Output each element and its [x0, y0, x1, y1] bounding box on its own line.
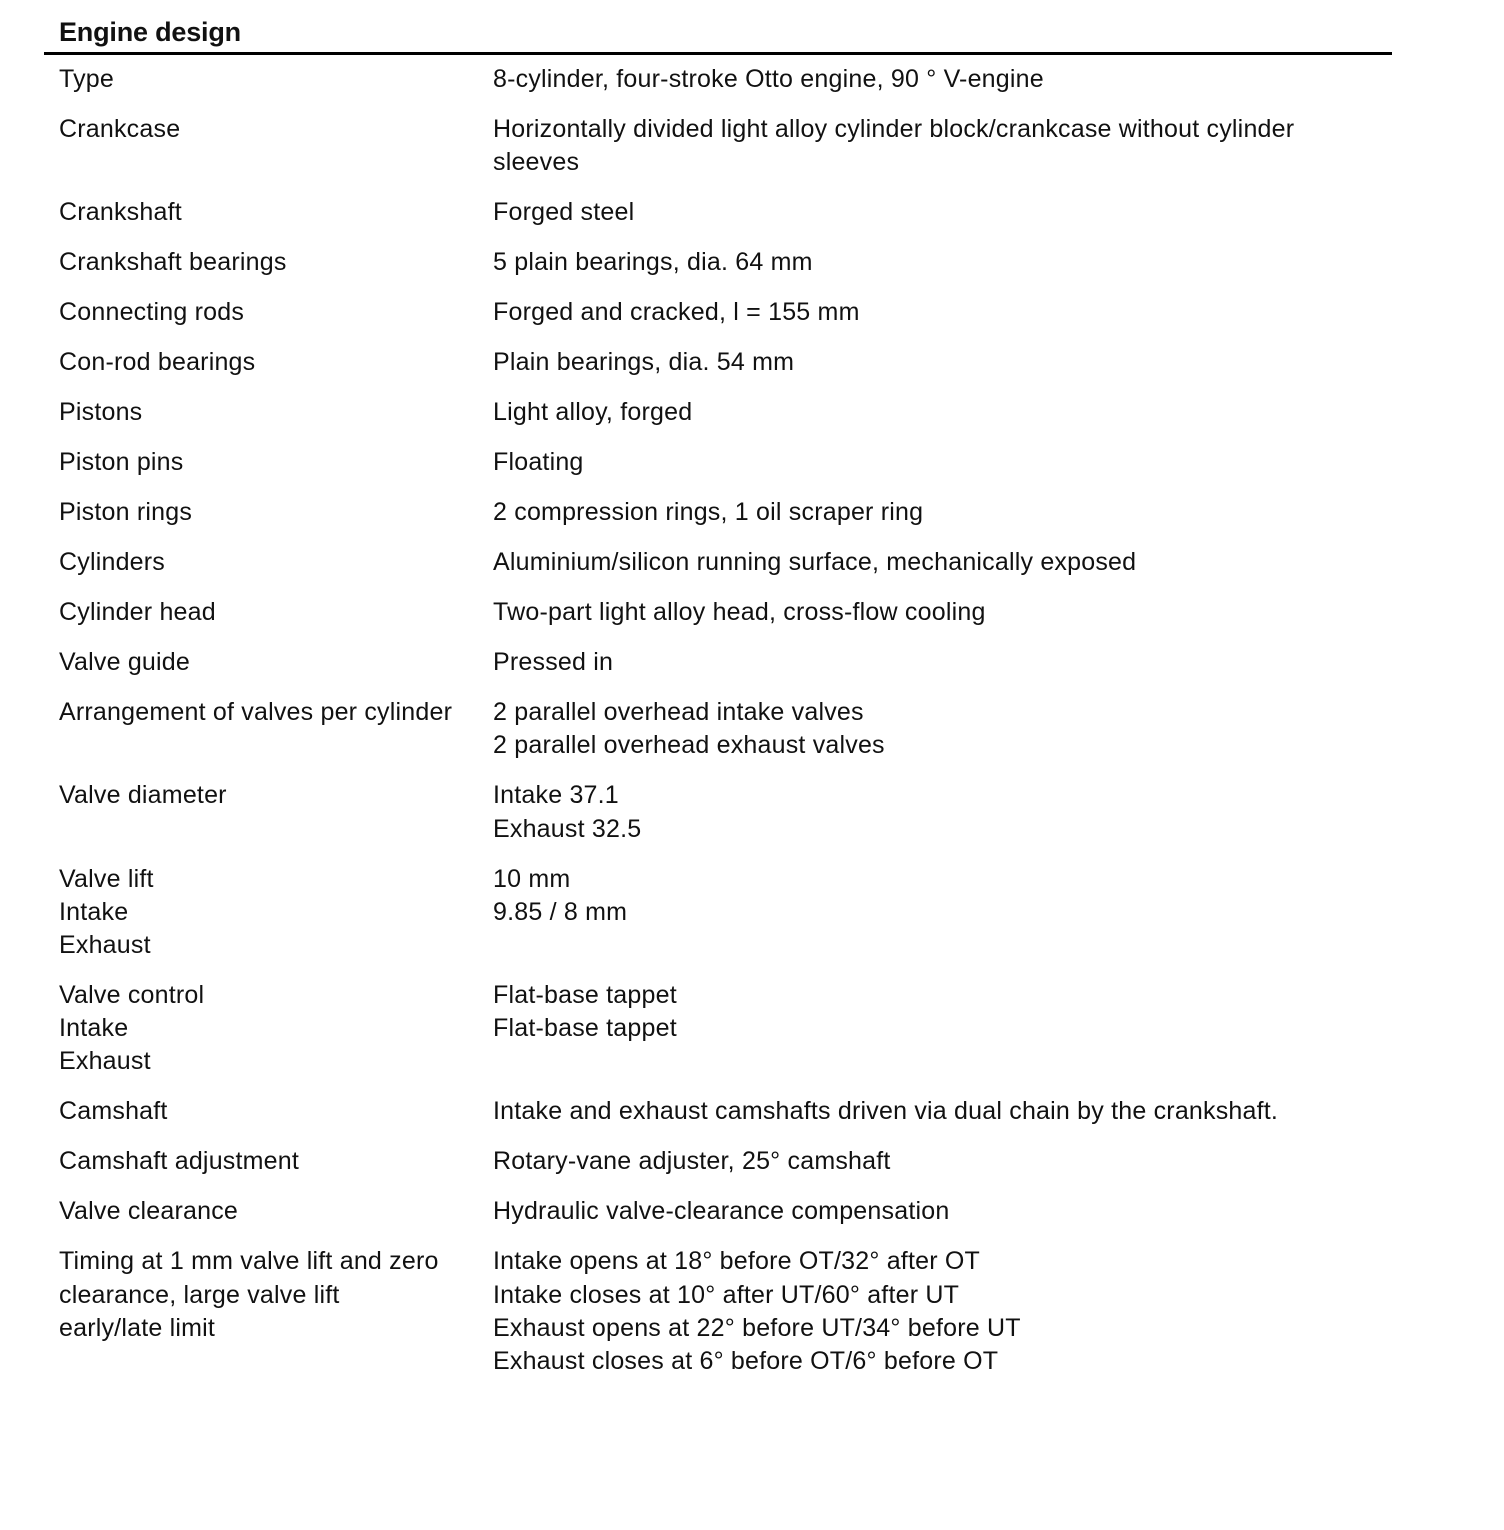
spec-label-line: Valve guide [59, 648, 190, 677]
spec-label [44, 696, 493, 762]
spec-label-line: Valve control [59, 981, 205, 1010]
spec-value [493, 979, 1392, 1079]
spec-value [493, 113, 1392, 179]
spec-value [493, 1095, 1392, 1128]
spec-value-line: Forged and cracked, l = 155 mm [493, 298, 860, 327]
document [44, 14, 1392, 1395]
spec-row [44, 63, 1392, 96]
spec-label-line: Con-rod bearings [59, 348, 256, 377]
spec-label-line: Arrangement of valves per cylinder [59, 698, 453, 727]
spec-value-line: Two-part light alloy head, cross-flow cooling [493, 598, 986, 627]
spec-label [44, 296, 493, 329]
spec-label [44, 1095, 493, 1128]
spec-value-line: 8-cylinder, four-stroke Otto engine, 90 ° V-engine [493, 65, 1044, 93]
spec-value [493, 246, 1392, 279]
spec-value-line: 2 parallel overhead exhaust valves [493, 731, 885, 760]
spec-value-line: Horizontally divided light alloy cylinder block/crankcase without cylinder [493, 115, 1295, 143]
spec-value-line: Exhaust opens at 22° before UT/34° before UT [493, 1313, 1021, 1342]
spec-label [44, 1245, 493, 1378]
spec-row [44, 546, 1392, 579]
spec-label [44, 113, 493, 179]
spec-value [493, 496, 1392, 529]
spec-value-line: Forged steel [493, 198, 635, 227]
spec-value [493, 63, 1392, 96]
spec-label-line: Timing at 1 mm valve lift and zero [59, 1247, 439, 1276]
spec-value-line: Intake opens at 18° before OT/32° after OT [493, 1247, 980, 1276]
spec-row [44, 779, 1392, 845]
spec-value-line: Exhaust closes at 6° before OT/6° before OT [493, 1347, 999, 1376]
spec-value-line: 5 plain bearings, dia. 64 mm [493, 248, 813, 277]
spec-value [493, 646, 1392, 679]
spec-row [44, 1195, 1392, 1228]
spec-row [44, 246, 1392, 279]
spec-value [493, 596, 1392, 629]
spec-value-line: 10 mm [493, 864, 571, 893]
spec-label-line: Piston rings [59, 498, 193, 527]
spec-row [44, 1095, 1392, 1128]
spec-label-line: Exhaust [59, 1047, 151, 1076]
spec-label [44, 1145, 493, 1178]
spec-label-line: Cylinders [59, 548, 165, 577]
spec-value-line: Intake 37.1 [493, 781, 619, 810]
spec-row [44, 446, 1392, 479]
spec-label [44, 546, 493, 579]
spec-value-line: Intake closes at 10° after UT/60° after UT [493, 1280, 960, 1309]
spec-label [44, 396, 493, 429]
spec-value [493, 1145, 1392, 1178]
spec-value [493, 1245, 1392, 1378]
spec-label [44, 63, 493, 96]
spec-row [44, 596, 1392, 629]
spec-row [44, 113, 1392, 179]
spec-label-line: Camshaft [59, 1097, 168, 1126]
spec-label [44, 646, 493, 679]
spec-value-line: Plain bearings, dia. 54 mm [493, 348, 795, 377]
spec-row [44, 646, 1392, 679]
spec-value-line: 9.85 / 8 mm [493, 897, 628, 926]
spec-value-line: Hydraulic valve-clearance compensation [493, 1197, 950, 1226]
spec-value-line: Intake and exhaust camshafts driven via dual chain by the crankshaft. [493, 1097, 1279, 1126]
spec-value [493, 546, 1392, 579]
spec-value [493, 779, 1392, 845]
spec-value-line: Light alloy, forged [493, 398, 693, 427]
spec-label-line: Exhaust [59, 931, 151, 960]
spec-row [44, 296, 1392, 329]
spec-row [44, 696, 1392, 762]
spec-value-line: Flat-base tappet [493, 1014, 677, 1043]
spec-value-line: Rotary-vane adjuster, 25° camshaft [493, 1147, 891, 1176]
spec-row [44, 346, 1392, 379]
spec-label-line: Camshaft adjustment [59, 1147, 300, 1176]
spec-value-line: Pressed in [493, 648, 614, 677]
spec-row [44, 1145, 1392, 1178]
spec-value-line: Floating [493, 448, 584, 477]
spec-value [493, 296, 1392, 329]
spec-label-line: Crankshaft bearings [59, 248, 287, 277]
spec-table [44, 63, 1392, 1378]
title-divider [44, 52, 1392, 55]
spec-label-line: Intake [59, 1014, 129, 1043]
spec-label [44, 196, 493, 229]
spec-value [493, 863, 1392, 963]
spec-label-line: Valve clearance [59, 1197, 239, 1226]
spec-label-line: Valve lift [59, 864, 154, 893]
spec-label [44, 496, 493, 529]
spec-label-line: Type [59, 65, 114, 93]
spec-row [44, 196, 1392, 229]
spec-label-line: Crankcase [59, 115, 181, 143]
spec-row [44, 979, 1392, 1079]
spec-value [493, 446, 1392, 479]
spec-label [44, 863, 493, 963]
spec-label [44, 979, 493, 1079]
spec-row [44, 1245, 1392, 1378]
spec-label-line: Connecting rods [59, 298, 245, 327]
spec-value-line: Aluminium/silicon running surface, mechanically exposed [493, 548, 1137, 577]
spec-label-line: Cylinder head [59, 598, 216, 627]
spec-row [44, 496, 1392, 529]
spec-label [44, 346, 493, 379]
spec-label [44, 596, 493, 629]
spec-label-line: early/late limit [59, 1313, 216, 1342]
spec-value [493, 196, 1392, 229]
spec-label [44, 446, 493, 479]
spec-label [44, 246, 493, 279]
spec-label-line: Valve diameter [59, 781, 227, 810]
spec-value-line: Exhaust 32.5 [493, 814, 642, 843]
spec-value [493, 696, 1392, 762]
page-title: Engine design [59, 17, 241, 47]
spec-label-line: clearance, large valve lift [59, 1280, 340, 1309]
spec-row [44, 863, 1392, 963]
spec-label-line: Crankshaft [59, 198, 182, 227]
spec-label [44, 1195, 493, 1228]
spec-value-line: Flat-base tappet [493, 981, 677, 1010]
spec-row [44, 396, 1392, 429]
spec-value [493, 396, 1392, 429]
spec-value-line: 2 compression rings, 1 oil scraper ring [493, 498, 924, 527]
spec-value-line: sleeves [493, 148, 580, 177]
spec-value-line: 2 parallel overhead intake valves [493, 698, 864, 727]
spec-value [493, 346, 1392, 379]
spec-label [44, 779, 493, 845]
spec-label-line: Intake [59, 897, 129, 926]
spec-label-line: Pistons [59, 398, 143, 427]
spec-value [493, 1195, 1392, 1228]
spec-label-line: Piston pins [59, 448, 184, 477]
